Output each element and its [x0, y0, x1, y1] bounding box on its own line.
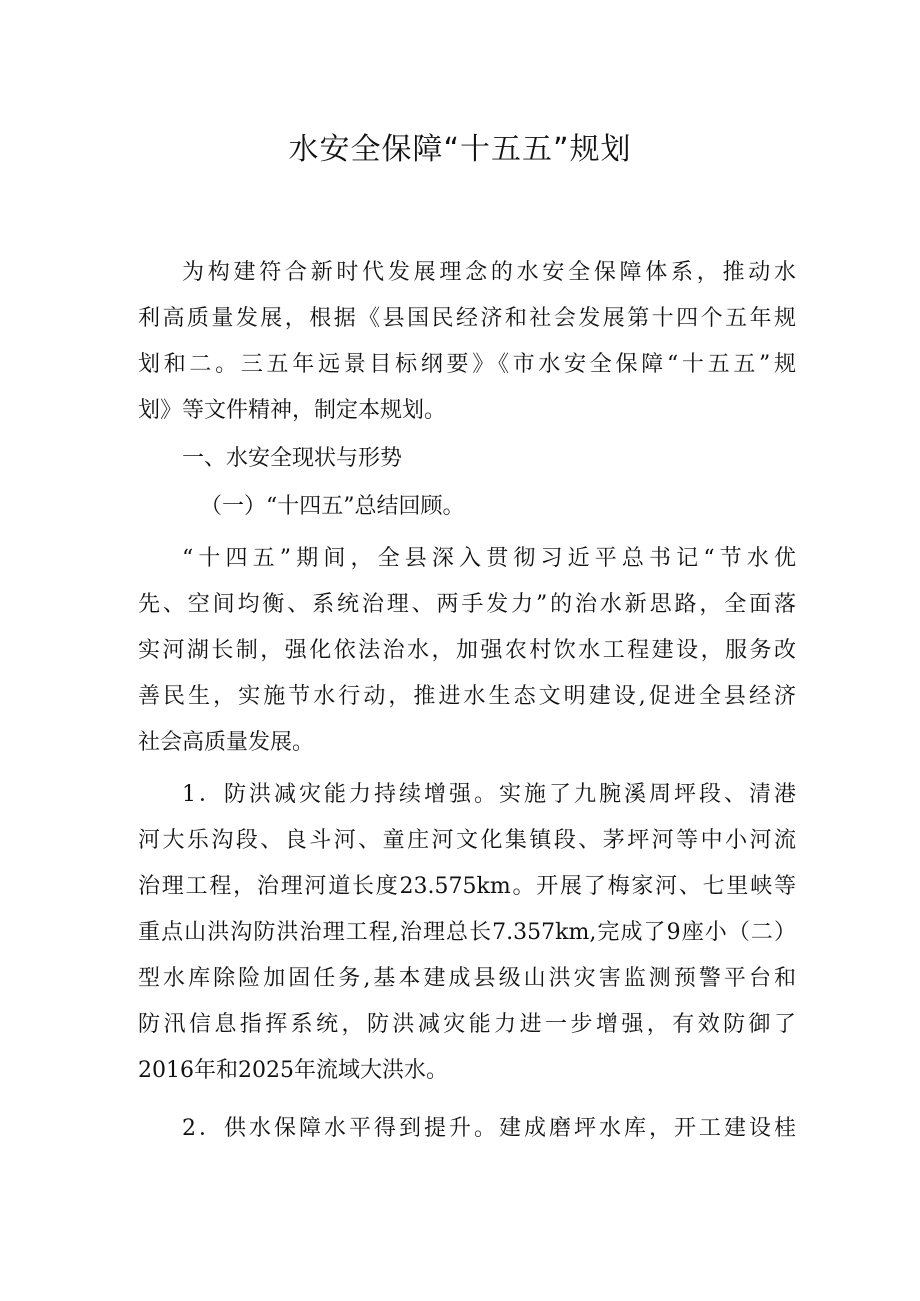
summary-paragraph — [138, 536, 796, 766]
paragraph-line: 防汛信息指挥系统，防洪减灾能力进一步增强，有效防御了 — [138, 1012, 796, 1037]
paragraph-line: 社会高质量发展。 — [138, 730, 315, 755]
paragraph-line: 划和二。三五年远景目标纲要》《市水安全保障“十五五”规 — [138, 352, 796, 377]
subsection-heading: （一）“十四五”总结回顾。 — [200, 494, 465, 519]
paragraph-line: 利高质量发展，根据《县国民经济和社会发展第十四个五年规 — [138, 306, 796, 331]
intro-paragraph — [138, 250, 796, 434]
document-title: 水安全保障“十五五”规划 — [288, 132, 632, 167]
paragraph-line: 2016年和2025年流域大洪水。 — [138, 1058, 448, 1083]
paragraph-line: 为构建符合新时代发展理念的水安全保障体系，推动水 — [182, 260, 796, 285]
paragraph-line: 治理工程，治理河道长度23.575km。开展了梅家河、七里峡等 — [138, 874, 796, 899]
paragraph-line: 实河湖长制，强化依法治水，加强农村饮水工程建设，服务改 — [138, 638, 796, 663]
document-body — [138, 250, 796, 1152]
paragraph-line: 2．供水保障水平得到提升。建成磨坪水库，开工建设桂 — [182, 1116, 796, 1141]
paragraph-line: “十四五”期间，全县深入贯彻习近平总书记“节水优 — [182, 546, 796, 571]
item-paragraph-water-supply — [138, 1106, 796, 1152]
paragraph-line: 先、空间均衡、系统治理、两手发力”的治水新思路，全面落 — [138, 592, 796, 617]
paragraph-line: 善民生，实施节水行动，推进水生态文明建设,促进全县经济 — [138, 684, 796, 709]
item-paragraph-flood-control — [138, 772, 796, 1094]
section-heading: 一、水安全现状与形势 — [182, 446, 403, 471]
paragraph-line: 重点山洪沟防洪治理工程,治理总长7.357km,完成了9座小（二） — [138, 920, 796, 945]
paragraph-line: 划》等文件精神，制定本规划。 — [138, 398, 447, 423]
paragraph-line: 河大乐沟段、良斗河、童庄河文化集镇段、茅坪河等中小河流 — [138, 828, 796, 853]
paragraph-line: 1．防洪减灾能力持续增强。实施了九腕溪周坪段、清港 — [182, 782, 796, 807]
paragraph-line: 型水库除险加固任务,基本建成县级山洪灾害监测预警平台和 — [138, 966, 796, 991]
